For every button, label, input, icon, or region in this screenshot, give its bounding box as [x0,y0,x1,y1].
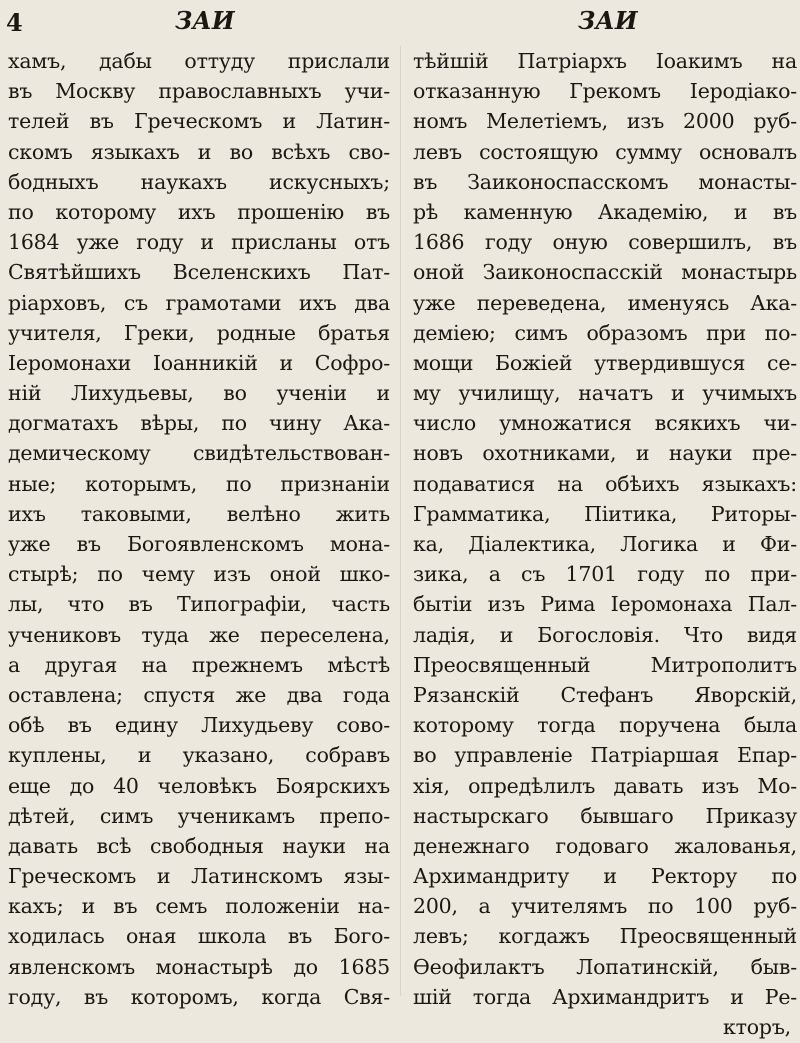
text-line: настырскаго бывшаго Приказу [413,803,797,828]
text-line: хамъ, дабы оттуду прислали [8,49,390,73]
text-line: ные; которымъ, по признаніи [8,471,390,496]
text-line: давать всѣ свободныя науки на [8,833,390,858]
text-line: новъ охотниками, и науки пре- [413,441,797,466]
text-line: ка, Діалектика, Логика и Фи- [413,532,797,556]
text-line: мощи Божіей утвердившуся се- [413,350,797,375]
text-line: Ѳеофилактъ Лопатинскій, быв- [413,954,797,979]
text-line: дѣтей, симъ ученикамъ препо- [8,803,390,828]
text-line: по которому ихъ прошенію въ [8,199,390,224]
text-line: деміею; симъ образомъ при по- [413,320,797,345]
text-line: году, въ которомъ, когда Свя- [8,984,390,1009]
text-line: лы, что въ Типографіи, часть [8,592,390,617]
text-line: 1686 году оную совершилъ, въ [413,230,797,255]
text-line: шій тогда Архимандритъ и Ре- [413,984,797,1009]
text-line: Рязанскій Стефанъ Яворскій, [413,682,797,707]
text-line: Греческомъ и Латинскомъ язы- [8,864,390,889]
text-line: Грамматика, Піитика, Риторы- [413,501,797,526]
text-line: Іеромонахи Іоанникій и Софро- [8,350,390,375]
text-line: явленскомъ монастырѣ до 1685 [8,954,390,979]
text-line: номъ Мелетіемъ, изъ 2000 руб- [413,109,797,134]
text-line: оставлена; спустя же два года [8,682,390,707]
text-line: ріарховъ, съ грамотами ихъ два [8,290,390,315]
text-column-right [413,46,797,1042]
text-line: кахъ; и въ семъ положеніи на- [8,894,390,919]
running-head-left: ЗАИ [175,6,235,35]
text-line: уже въ Богоявленскомъ мона- [8,532,390,556]
text-line: денежнаго годоваго жалованья, [413,833,797,858]
text-line: хія, опредѣлилъ давать изъ Мо- [413,773,797,798]
text-line: Святѣйшихъ Вселенскихъ Пат- [8,260,390,285]
column-gutter [400,46,401,996]
text-line: ихъ таковыми, велѣно жить [8,501,390,526]
text-line: число умножатися всякихъ чи- [413,411,797,436]
text-line: въ Заиконоспасскомъ монасты- [413,169,797,194]
text-line: демическому свидѣтельствован- [8,441,390,466]
text-line: а другая на прежнемъ мѣстѣ [8,652,390,677]
text-line: левъ состоящую сумму основалъ [413,139,797,164]
text-line: бодныхъ наукахъ искусныхъ; [8,169,390,194]
text-line: учителя, Греки, родные братья [8,320,390,345]
text-line: телей въ Греческомъ и Латин- [8,109,390,134]
page-number: 4 [6,8,23,37]
text-line: Архимандриту и Ректору по [413,864,797,889]
text-line: 1684 уже году и присланы отъ [8,230,390,255]
text-line: уже переведена, именуясь Ака- [413,290,797,315]
text-line: 200, а учителямъ по 100 руб- [413,894,797,919]
page-header [0,4,800,40]
text-line: скомъ языкахъ и во всѣхъ сво- [8,139,390,164]
text-line: ній Лихудьевы, во ученіи и [8,381,390,406]
text-line: тѣйшій Патріархъ Іоакимъ на [413,49,797,73]
text-line: Преосвященный Митрополитъ [413,652,797,677]
text-column-left [8,46,390,1012]
running-head-right: ЗАИ [578,6,638,35]
text-line: подаватися на обѣихъ языкахъ: [413,471,797,496]
text-line: отказанную Грекомъ Іеродіако- [413,79,797,104]
text-line: левъ; когдажъ Преосвященный [413,924,797,949]
text-line: во управленіе Патріаршая Епар- [413,743,797,768]
text-line: обѣ въ едину Лихудьеву сово- [8,713,390,738]
text-line: ходилась оная школа въ Бого- [8,924,390,949]
text-line: стырѣ; по чему изъ оной шко- [8,562,390,587]
text-line: оной Заиконоспасскій монастырь [413,260,797,285]
text-line: бытіи изъ Рима Іеромонаха Пал- [413,592,797,617]
text-line: ладія, и Богословія. Что видя [413,622,797,647]
text-line: еще до 40 человѣкъ Боярскихъ [8,773,390,798]
text-line: которому тогда поручена была [413,713,797,738]
text-line: учениковъ туда же переселена, [8,622,390,647]
text-line: догматахъ вѣры, по чину Ака- [8,411,390,436]
text-line: рѣ каменную Академію, и въ [413,199,797,224]
text-line: му училищу, начатъ и учимыхъ [413,381,797,406]
text-line: зика, а съ 1701 году по при- [413,562,797,587]
text-line: куплены, и указано, собравъ [8,743,390,768]
text-line: кторъ, [723,1015,791,1039]
text-line: въ Москву православныхъ учи- [8,79,390,104]
